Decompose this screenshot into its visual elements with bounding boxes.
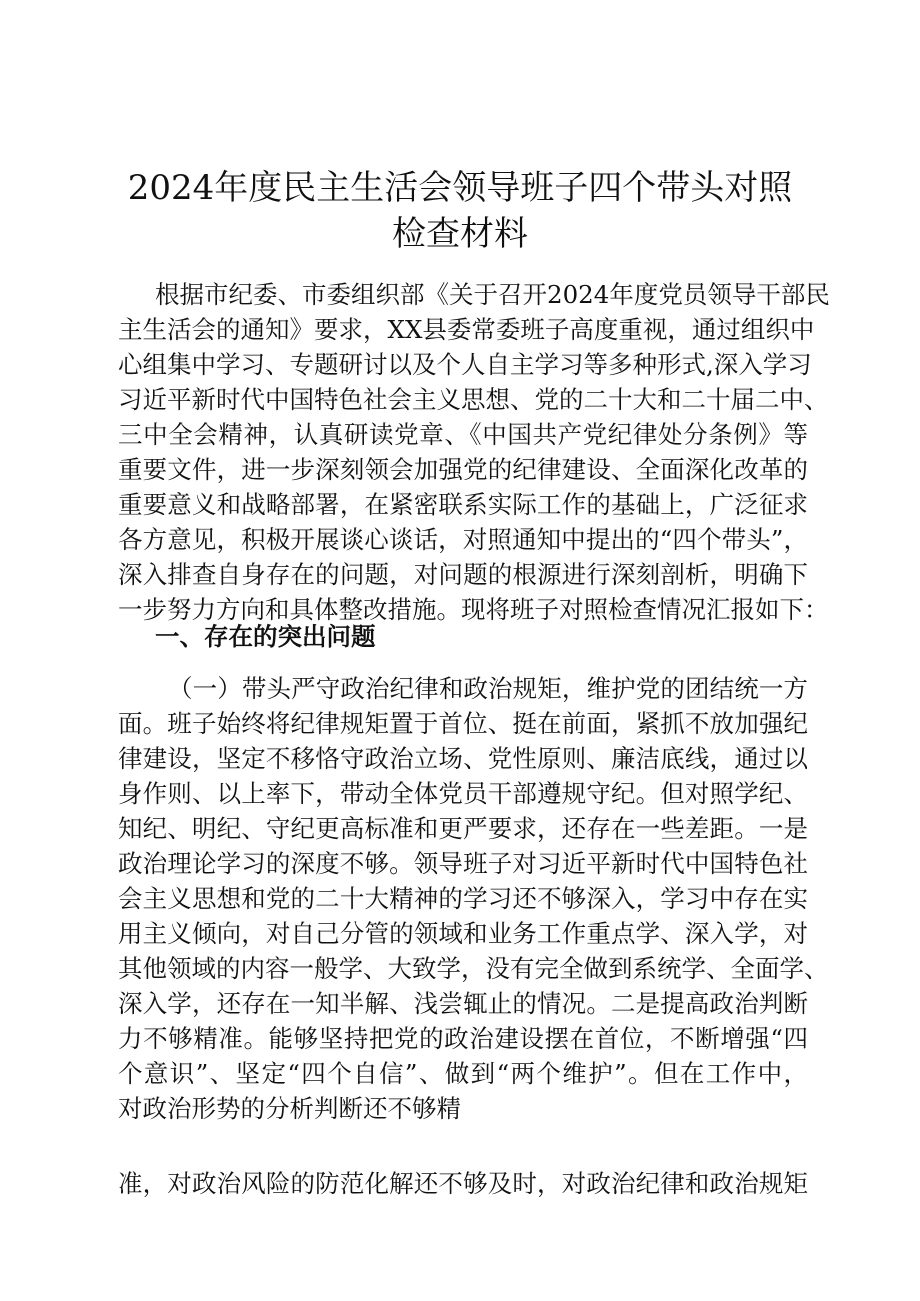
section-heading: 一、存在的突出问题 bbox=[155, 622, 376, 651]
intro-line: 深入排查自身存在的问题，对问题的根源进行深刻剖析，明确下 bbox=[118, 560, 808, 589]
continuation-line: 准，对政治风险的防范化解还不够及时，对政治纪律和政治规矩 bbox=[118, 1169, 808, 1198]
intro-line: 心组集中学习、专题研讨以及个人自主学习等多种形式,深入学习 bbox=[118, 350, 812, 379]
body-line: 个意识”、坚定“四个自信”、做到“两个维护”。但在工作中， bbox=[118, 1059, 808, 1088]
body-line: 深入学，还存在一知半解、浅尝辄止的情况。二是提高政治判断 bbox=[118, 989, 808, 1018]
intro-line: 重要意义和战略部署，在紧密联系实际工作的基础上，广泛征求 bbox=[118, 490, 808, 519]
intro-line: 主生活会的通知》要求，XX县委常委班子高度重视，通过组织中 bbox=[118, 315, 815, 344]
intro-line: 一步努力方向和具体整改措施。现将班子对照检查情况汇报如下： bbox=[118, 595, 829, 624]
body-line: 身作则、以上率下，带动全体党员干部遵规守纪。但对照学纪、 bbox=[118, 779, 808, 808]
body-line: 知纪、明纪、守纪更高标准和更严要求，还存在一些差距。一是 bbox=[118, 814, 808, 843]
body-line: 对政治形势的分析判断还不够精 bbox=[118, 1094, 461, 1123]
intro-line: 各方意见，积极开展谈心谈话，对照通知中提出的“四个带头”， bbox=[118, 525, 808, 554]
body-line: 会主义思想和党的二十大精神的学习还不够深入，学习中存在实 bbox=[118, 884, 808, 913]
body-line: 用主义倾向，对自己分管的领域和业务工作重点学、深入学，对 bbox=[118, 919, 808, 948]
document-title-line-2: 检查材料 bbox=[392, 214, 528, 254]
body-line: 律建设，坚定不移恪守政治立场、党性原则、廉洁底线，通过以 bbox=[118, 744, 808, 773]
intro-line: 习近平新时代中国特色社会主义思想、党的二十大和二十届二中、 bbox=[118, 385, 829, 414]
body-line: 力不够精准。能够坚持把党的政治建设摆在首位，不断增强“四 bbox=[118, 1024, 808, 1053]
body-line: 政治理论学习的深度不够。领导班子对习近平新时代中国特色社 bbox=[118, 849, 808, 878]
body-line: 面。班子始终将纪律规矩置于首位、挺在前面，紧抓不放加强纪 bbox=[118, 709, 808, 738]
document-title-line-1: 2024年度民主生活会领导班子四个带头对照 bbox=[127, 168, 793, 208]
body-line: 其他领域的内容一般学、大致学，没有完全做到系统学、全面学、 bbox=[118, 954, 829, 983]
intro-line: 三中全会精神，认真研读党章、《中国共产党纪律处分条例》等 bbox=[118, 420, 808, 449]
intro-line: 重要文件，进一步深刻领会加强党的纪律建设、全面深化改革的 bbox=[118, 455, 808, 484]
intro-line: 根据市纪委、市委组织部《关于召开2024年度党员领导干部民 bbox=[155, 280, 830, 309]
body-line: （一）带头严守政治纪律和政治规矩，维护党的团结统一方 bbox=[168, 674, 808, 703]
